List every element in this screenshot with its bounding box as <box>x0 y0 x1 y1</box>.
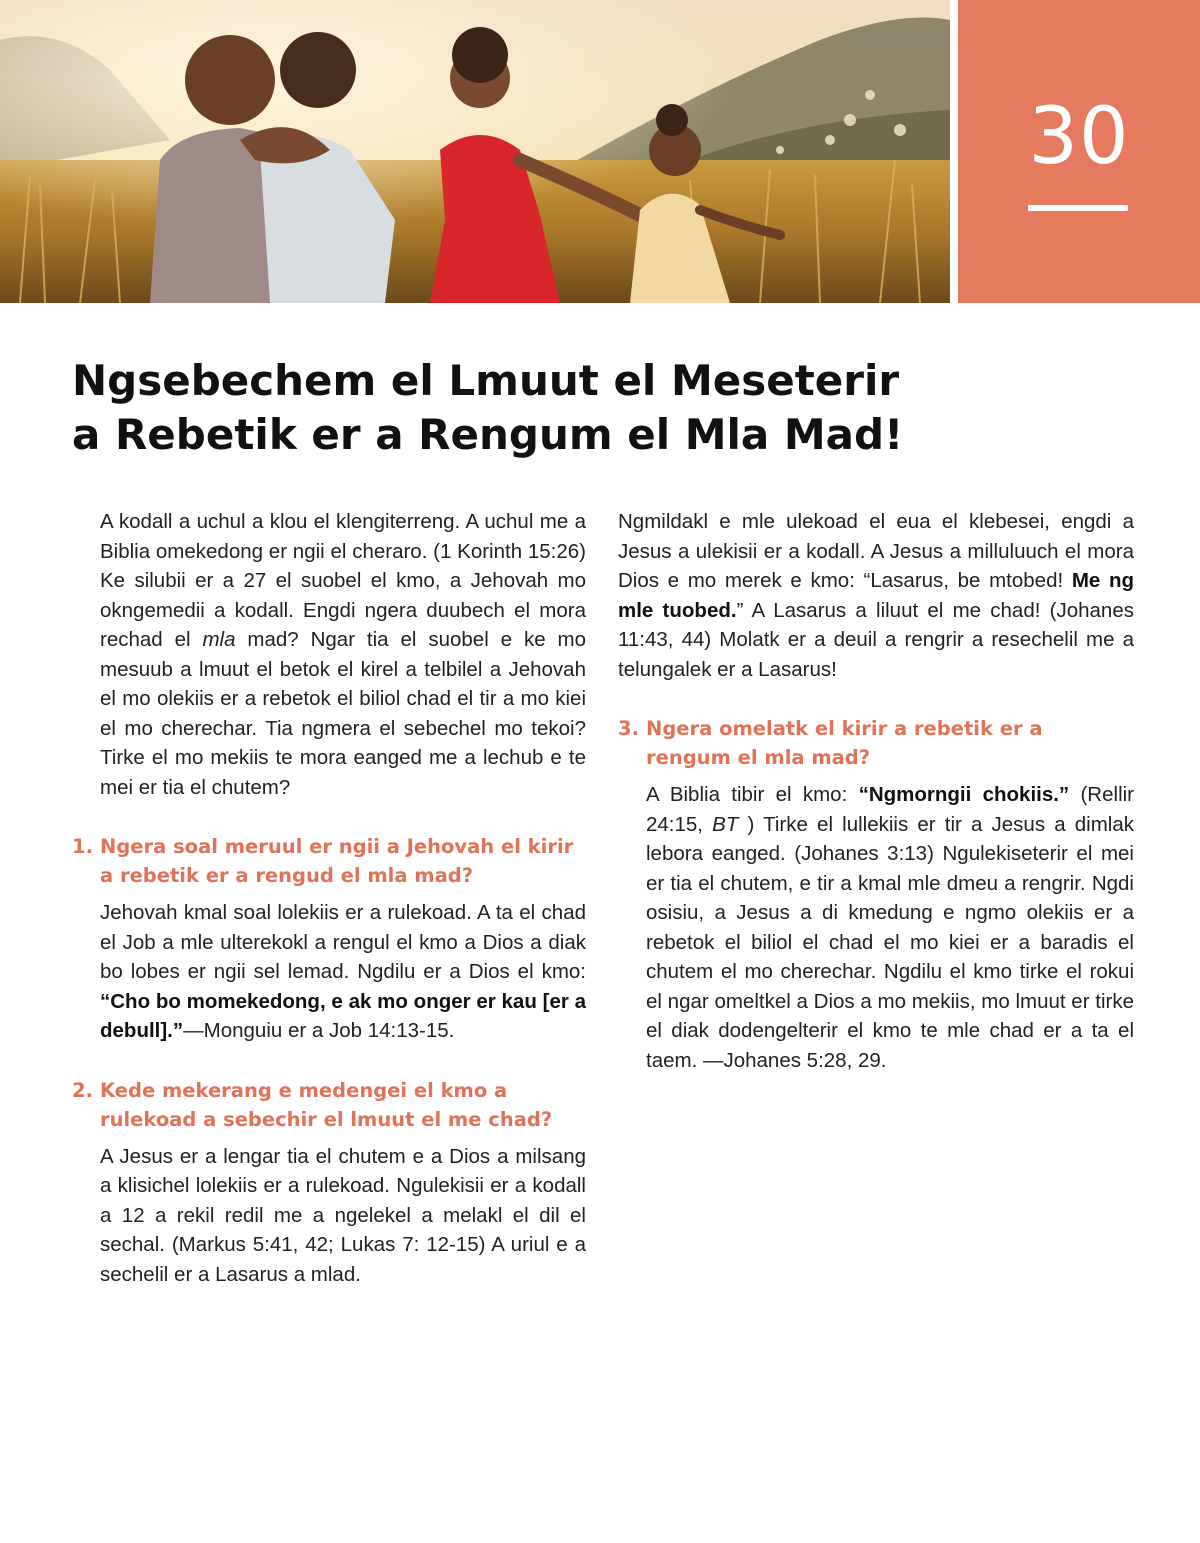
left-column <box>72 507 586 1289</box>
answer-citation: ” A Lasarus a liluut el me chad! (Johanes 11:43, 44) Molatk er a deuil a rengrir a resechelil me a telungalek er a Lasarus! <box>618 598 1134 681</box>
answer-2: A Jesus er a lengar tia el chutem e a Dios a milsang a klisichel lolekiis er a rulekoad. Ngulekisii er a kodall a 12 a rekil redil me a ngelekel a melakl el dil el sechal. (Markus 5:41, 42; Lukas 7: 12-15) A uriul e a sechelil er a Lasarus a mlad. <box>100 1144 586 1286</box>
intro-text: A kodall a uchul a klou el klengiterreng. A uchul me a Biblia omekedong er ngii el cheraro. (1 Korinth 15:26) Ke silubii er a 27 el suobel el kmo, a Jehovah mo okngemedii a kodall. Engdi ngera duubech el mora rechad el <box>100 510 586 651</box>
family-meadow-illustration <box>0 0 950 303</box>
answer-quote: “Ngmorngii chokiis.” <box>858 783 1070 806</box>
question-3 <box>618 714 1134 772</box>
question-1 <box>72 832 586 890</box>
chapter-underline <box>1028 205 1128 211</box>
answer-emphasis: BT <box>712 812 739 836</box>
header-photo <box>0 0 950 303</box>
title-line-1: Ngsebechem el Lmuut el Meseterir <box>72 356 900 405</box>
question-2 <box>72 1076 586 1134</box>
answer-text: ) Tirke el lullekiis er tir a Jesus a dimlak lebora eanged. (Johanes 3:13) Ngulekiseterir el mei er tia el chutem, e tir a kmal mle dmeu a rengrir. Ngdi osisiu, a Jesus a di kmedung e ngmo olekiis er a rebetok el biliol el chad el mo kiei er a baradis el chutem el mo cherechar. Ngdilu el kmo tirke el rokui el ngar omeltkel a Dios a mo mekiis, mo lmuut er tirke el diak dodengelterir el kmo te mle chad er a ta el taem. —Johanes 5:28, 29. <box>646 812 1134 1072</box>
question-text: Ngera soal meruul er ngii a Jehovah el kirir a rebetik er a rengud el mla mad? <box>100 835 574 887</box>
question-number: 3. <box>618 717 639 740</box>
chapter-badge <box>958 0 1200 303</box>
question-number: 2. <box>72 1078 93 1102</box>
answer-quote: “Cho bo momekedong, e ak mo onger er kau [er a debull].” <box>100 989 586 1042</box>
intro-paragraph <box>72 507 586 802</box>
page-title <box>72 354 1132 462</box>
title-line-2: a Rebetik er a Rengum el Mla Mad! <box>72 410 904 459</box>
answer-text: A Biblia tibir el kmo: <box>646 783 859 806</box>
right-column <box>618 507 1134 1075</box>
answer-1 <box>72 898 586 1046</box>
intro-text-end: mad? Ngar tia el suobel e ke mo mesuub a lmuut el betok el kirel a telbilel a Jehovah el mo olekiis er a rebetok el biliol chad el tir a mo kiei el mo cherechar. Tia ngmera el sebechel mo tekoi? Tirke el mo mekiis te mora eanged me a lechub e te mei er tia el chutem? <box>100 628 586 799</box>
question-text: Ngera omelatk el kirir a rebetik er a rengum el mla mad? <box>646 717 1043 769</box>
answer-citation: —Monguiu er a Job 14:13-15. <box>183 1019 455 1042</box>
answer-quote: Me ng mle tuobed. <box>618 569 1134 622</box>
intro-emphasis: mla <box>202 628 236 651</box>
answer-2-continued <box>618 507 1134 684</box>
answer-text: Jehovah kmal soal lolekiis er a rulekoad. A ta el chad el Job a mle ulterekokl a rengul el kmo a Dios a diak bo lobes er ngii sel lemad. Ngdilu er a Dios el kmo: <box>100 901 586 983</box>
answer-3 <box>618 780 1134 1075</box>
chapter-number: 30 <box>1028 92 1130 182</box>
answer-text: Ngmildakl e mle ulekoad el eua el klebesei, engdi a Jesus a ulekisii er a kodall. A Jesus a milluluuch el mora Dios e mo merek e kmo: “Lasarus, be mtobed! <box>618 510 1134 592</box>
answer-text: (Rellir 24:15, <box>646 783 1135 836</box>
question-text: Kede mekerang e medengei el kmo a rulekoad a sebechir el lmuut el me chad? <box>100 1078 553 1131</box>
question-number: 1. <box>72 835 93 858</box>
